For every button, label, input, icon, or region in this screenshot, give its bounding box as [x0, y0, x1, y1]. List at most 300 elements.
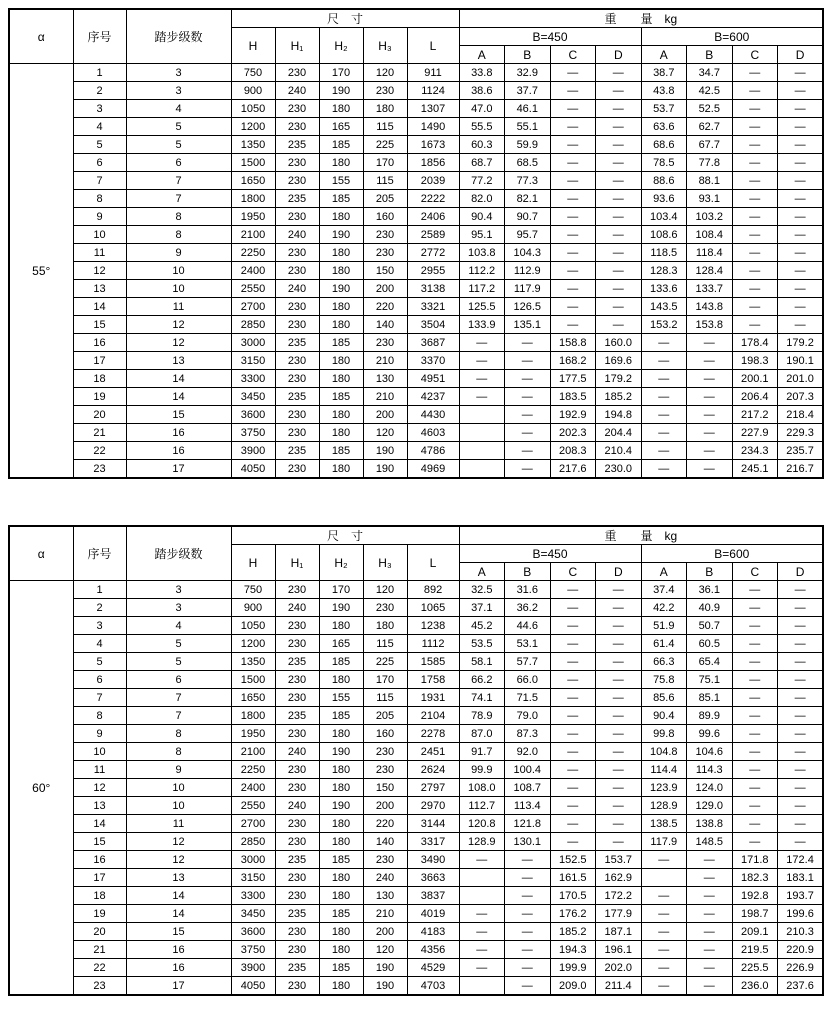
cell: 3: [126, 64, 231, 82]
cell: 160.0: [596, 334, 642, 352]
cell: 118.4: [687, 244, 733, 262]
cell: 113.4: [505, 797, 551, 815]
cell: 112.9: [505, 262, 551, 280]
cell: —: [459, 851, 505, 869]
header-b600-b: B: [687, 563, 733, 581]
cell: 128.9: [459, 833, 505, 851]
cell: 93.1: [687, 190, 733, 208]
cell: 8: [73, 190, 126, 208]
cell: 236.0: [732, 977, 778, 996]
cell: 90.7: [505, 208, 551, 226]
cell: 121.8: [505, 815, 551, 833]
cell: 1065: [407, 599, 459, 617]
cell: 36.2: [505, 599, 551, 617]
cell: 2550: [231, 280, 275, 298]
cell: 77.2: [459, 172, 505, 190]
cell: —: [778, 761, 824, 779]
header-h: H: [231, 545, 275, 581]
cell: 210.4: [596, 442, 642, 460]
header-b600-d: D: [778, 46, 824, 64]
cell: 148.5: [687, 833, 733, 851]
cell: 180: [319, 815, 363, 833]
table-row: [9, 172, 823, 190]
cell: 3900: [231, 442, 275, 460]
table-row: [9, 653, 823, 671]
cell: —: [505, 424, 551, 442]
cell: —: [687, 887, 733, 905]
cell: 1650: [231, 689, 275, 707]
cell: 169.6: [596, 352, 642, 370]
cell: 192.8: [732, 887, 778, 905]
cell: 143.8: [687, 298, 733, 316]
table-row: [9, 941, 823, 959]
header-b450-b: B: [505, 563, 551, 581]
table-row: [9, 406, 823, 424]
cell: 1200: [231, 635, 275, 653]
cell: —: [732, 635, 778, 653]
cell: —: [778, 599, 824, 617]
cell: 40.9: [687, 599, 733, 617]
cell: —: [732, 82, 778, 100]
cell: 82.0: [459, 190, 505, 208]
cell: 230: [275, 689, 319, 707]
cell: 50.7: [687, 617, 733, 635]
cell: —: [596, 208, 642, 226]
cell: 180: [319, 244, 363, 262]
cell: —: [778, 635, 824, 653]
cell: —: [596, 154, 642, 172]
table-row: [9, 797, 823, 815]
cell: —: [505, 370, 551, 388]
cell: —: [596, 689, 642, 707]
cell: 230: [275, 815, 319, 833]
cell: —: [596, 761, 642, 779]
cell: 15: [73, 833, 126, 851]
cell: 200.1: [732, 370, 778, 388]
header-b600-a: A: [641, 46, 687, 64]
cell: —: [641, 977, 687, 996]
cell: 16: [126, 959, 231, 977]
header-h1: H₁: [275, 28, 319, 64]
cell: —: [732, 298, 778, 316]
cell: 230: [363, 244, 407, 262]
cell: 5: [73, 136, 126, 154]
cell: —: [596, 298, 642, 316]
header-dimensions: 尺 寸: [231, 9, 459, 28]
cell: 230: [363, 226, 407, 244]
cell: 12: [126, 334, 231, 352]
cell: —: [641, 923, 687, 941]
cell: —: [778, 653, 824, 671]
cell: 180: [319, 298, 363, 316]
cell: 130: [363, 887, 407, 905]
cell: 2955: [407, 262, 459, 280]
cell: —: [732, 316, 778, 334]
cell: 74.1: [459, 689, 505, 707]
cell: —: [732, 190, 778, 208]
cell: 11: [73, 761, 126, 779]
cell: [459, 424, 505, 442]
cell: 201.0: [778, 370, 824, 388]
cell: 220.9: [778, 941, 824, 959]
cell: 13: [126, 869, 231, 887]
cell: 7: [73, 172, 126, 190]
cell: 1: [73, 581, 126, 599]
cell: 235.7: [778, 442, 824, 460]
cell: —: [550, 761, 596, 779]
alpha-value: 60°: [9, 581, 73, 996]
cell: —: [505, 905, 551, 923]
cell: 31.6: [505, 581, 551, 599]
cell: 2550: [231, 797, 275, 815]
cell: —: [732, 671, 778, 689]
cell: 2250: [231, 761, 275, 779]
cell: 180: [319, 208, 363, 226]
cell: 3: [126, 599, 231, 617]
cell: 180: [319, 941, 363, 959]
cell: 95.1: [459, 226, 505, 244]
cell: 57.7: [505, 653, 551, 671]
header-b450-b: B: [505, 46, 551, 64]
cell: 192.9: [550, 406, 596, 424]
cell: 180: [319, 617, 363, 635]
cell: 10: [73, 226, 126, 244]
cell: —: [596, 262, 642, 280]
cell: 240: [275, 82, 319, 100]
cell: —: [641, 388, 687, 406]
cell: —: [550, 280, 596, 298]
cell: 2104: [407, 707, 459, 725]
cell: 2100: [231, 743, 275, 761]
cell: —: [732, 689, 778, 707]
header-seq: 序号: [73, 526, 126, 581]
cell: 87.0: [459, 725, 505, 743]
cell: —: [687, 923, 733, 941]
cell: 185: [319, 190, 363, 208]
table-row: [9, 905, 823, 923]
cell: —: [550, 743, 596, 761]
cell: —: [505, 352, 551, 370]
cell: 14: [73, 815, 126, 833]
cell: 13: [126, 352, 231, 370]
cell: 205: [363, 190, 407, 208]
cell: 199.9: [550, 959, 596, 977]
cell: —: [550, 815, 596, 833]
cell: 4019: [407, 905, 459, 923]
header-b450-d: D: [596, 563, 642, 581]
cell: 3663: [407, 869, 459, 887]
cell: —: [778, 100, 824, 118]
cell: 124.0: [687, 779, 733, 797]
cell: 1238: [407, 617, 459, 635]
table-row: [9, 761, 823, 779]
cell: 23: [73, 977, 126, 996]
cell: 194.3: [550, 941, 596, 959]
cell: 45.2: [459, 617, 505, 635]
cell: —: [641, 959, 687, 977]
cell: 170: [363, 154, 407, 172]
header-l: L: [407, 28, 459, 64]
cell: 130: [363, 370, 407, 388]
cell: 235: [275, 905, 319, 923]
cell: —: [732, 154, 778, 172]
cell: 1050: [231, 617, 275, 635]
cell: —: [732, 833, 778, 851]
cell: 9: [126, 244, 231, 262]
table-row: [9, 226, 823, 244]
cell: 190.1: [778, 352, 824, 370]
cell: 750: [231, 581, 275, 599]
cell: 230: [275, 370, 319, 388]
table-row: [9, 869, 823, 887]
cell: 1490: [407, 118, 459, 136]
table-row: [9, 244, 823, 262]
cell: 198.3: [732, 352, 778, 370]
table-row: [9, 815, 823, 833]
cell: 158.8: [550, 334, 596, 352]
cell: 36.1: [687, 581, 733, 599]
table-row: [9, 262, 823, 280]
cell: 180: [319, 316, 363, 334]
cell: —: [732, 815, 778, 833]
cell: 229.3: [778, 424, 824, 442]
table-row: [9, 581, 823, 599]
cell: 75.8: [641, 671, 687, 689]
cell: 230: [363, 82, 407, 100]
cell: 190: [319, 280, 363, 298]
cell: 2700: [231, 815, 275, 833]
cell: 180: [319, 671, 363, 689]
cell: 227.9: [732, 424, 778, 442]
header-h3: H₃: [363, 545, 407, 581]
cell: 209.1: [732, 923, 778, 941]
cell: 180: [319, 977, 363, 996]
cell: 3600: [231, 923, 275, 941]
cell: 133.9: [459, 316, 505, 334]
cell: [459, 406, 505, 424]
cell: —: [687, 851, 733, 869]
cell: 60.5: [687, 635, 733, 653]
cell: 180: [319, 761, 363, 779]
cell: —: [596, 635, 642, 653]
cell: 230.0: [596, 460, 642, 479]
cell: —: [778, 833, 824, 851]
cell: 235: [275, 388, 319, 406]
cell: —: [641, 460, 687, 479]
cell: 200: [363, 797, 407, 815]
cell: 180: [319, 262, 363, 280]
cell: 180: [319, 923, 363, 941]
cell: —: [641, 352, 687, 370]
cell: 6: [126, 154, 231, 172]
cell: —: [550, 779, 596, 797]
cell: 15: [126, 406, 231, 424]
header-b450-d: D: [596, 46, 642, 64]
cell: —: [550, 689, 596, 707]
cell: 185: [319, 334, 363, 352]
header-h2: H₂: [319, 28, 363, 64]
cell: 205: [363, 707, 407, 725]
cell: —: [641, 424, 687, 442]
cell: 7: [126, 707, 231, 725]
cell: 230: [275, 154, 319, 172]
cell: 178.4: [732, 334, 778, 352]
cell: 3: [73, 617, 126, 635]
cell: 1585: [407, 653, 459, 671]
cell: —: [596, 244, 642, 262]
cell: 230: [363, 761, 407, 779]
cell: 172.4: [778, 851, 824, 869]
cell: 230: [275, 581, 319, 599]
cell: —: [778, 190, 824, 208]
cell: —: [550, 581, 596, 599]
table-row: [9, 82, 823, 100]
cell: —: [505, 334, 551, 352]
cell: —: [641, 406, 687, 424]
cell: 13: [73, 280, 126, 298]
cell: 3750: [231, 424, 275, 442]
cell: —: [596, 581, 642, 599]
table-row: [9, 316, 823, 334]
cell: 3750: [231, 941, 275, 959]
table-row: [9, 671, 823, 689]
cell: 4951: [407, 370, 459, 388]
cell: 78.9: [459, 707, 505, 725]
table-row: [9, 617, 823, 635]
cell: 1350: [231, 653, 275, 671]
header-dimensions: 尺 寸: [231, 526, 459, 545]
cell: —: [641, 334, 687, 352]
cell: 123.9: [641, 779, 687, 797]
cell: [641, 869, 687, 887]
cell: 199.6: [778, 905, 824, 923]
cell: 230: [275, 172, 319, 190]
cell: 230: [275, 869, 319, 887]
cell: 230: [363, 334, 407, 352]
table-row: [9, 725, 823, 743]
cell: 196.1: [596, 941, 642, 959]
cell: 3: [126, 82, 231, 100]
cell: —: [596, 797, 642, 815]
cell: —: [732, 136, 778, 154]
cell: 217.2: [732, 406, 778, 424]
cell: —: [732, 707, 778, 725]
cell: 93.6: [641, 190, 687, 208]
cell: —: [778, 581, 824, 599]
cell: 225.5: [732, 959, 778, 977]
cell: 180: [319, 154, 363, 172]
cell: 185: [319, 851, 363, 869]
cell: 153.2: [641, 316, 687, 334]
cell: —: [732, 226, 778, 244]
cell: 10: [126, 280, 231, 298]
cell: 180: [319, 352, 363, 370]
cell: 180: [319, 406, 363, 424]
header-steps: 踏步级数: [126, 9, 231, 64]
header-alpha: α: [9, 526, 73, 581]
cell: 99.8: [641, 725, 687, 743]
cell: 3490: [407, 851, 459, 869]
cell: 125.5: [459, 298, 505, 316]
cell: —: [505, 851, 551, 869]
cell: 1856: [407, 154, 459, 172]
cell: —: [687, 334, 733, 352]
cell: 67.7: [687, 136, 733, 154]
cell: 6: [126, 671, 231, 689]
cell: 4356: [407, 941, 459, 959]
cell: 55.1: [505, 118, 551, 136]
cell: —: [732, 653, 778, 671]
cell: 9: [73, 725, 126, 743]
cell: 16: [73, 334, 126, 352]
cell: 230: [275, 779, 319, 797]
cell: 17: [73, 869, 126, 887]
cell: 6: [73, 671, 126, 689]
cell: 89.9: [687, 707, 733, 725]
cell: [459, 442, 505, 460]
cell: —: [778, 743, 824, 761]
cell: 204.4: [596, 424, 642, 442]
cell: 9: [126, 761, 231, 779]
cell: 19: [73, 905, 126, 923]
header-weight: 重 量 kg: [459, 9, 823, 28]
cell: 3138: [407, 280, 459, 298]
cell: 66.0: [505, 671, 551, 689]
cell: 185: [319, 136, 363, 154]
cell: 1800: [231, 190, 275, 208]
table-row: [9, 707, 823, 725]
cell: 108.6: [641, 226, 687, 244]
table-row: [9, 977, 823, 996]
cell: 7: [126, 689, 231, 707]
cell: 179.2: [778, 334, 824, 352]
cell: 180: [319, 100, 363, 118]
cell: 90.4: [459, 208, 505, 226]
cell: —: [596, 82, 642, 100]
cell: —: [596, 64, 642, 82]
cell: —: [732, 208, 778, 226]
cell: —: [778, 316, 824, 334]
cell: —: [459, 941, 505, 959]
cell: —: [687, 442, 733, 460]
cell: 180: [363, 100, 407, 118]
cell: 180: [319, 779, 363, 797]
cell: 2: [73, 82, 126, 100]
cell: 235: [275, 707, 319, 725]
cell: 165: [319, 118, 363, 136]
cell: 240: [275, 226, 319, 244]
cell: 117.9: [505, 280, 551, 298]
cell: —: [550, 617, 596, 635]
cell: 85.6: [641, 689, 687, 707]
cell: 138.5: [641, 815, 687, 833]
cell: 230: [275, 298, 319, 316]
cell: —: [778, 226, 824, 244]
cell: 104.8: [641, 743, 687, 761]
cell: 14: [126, 388, 231, 406]
cell: 5: [73, 653, 126, 671]
cell: 185: [319, 959, 363, 977]
cell: 1758: [407, 671, 459, 689]
cell: 82.1: [505, 190, 551, 208]
cell: —: [550, 64, 596, 82]
cell: 216.7: [778, 460, 824, 479]
cell: 234.3: [732, 442, 778, 460]
cell: —: [687, 905, 733, 923]
header-l: L: [407, 545, 459, 581]
cell: [459, 869, 505, 887]
cell: 22: [73, 959, 126, 977]
